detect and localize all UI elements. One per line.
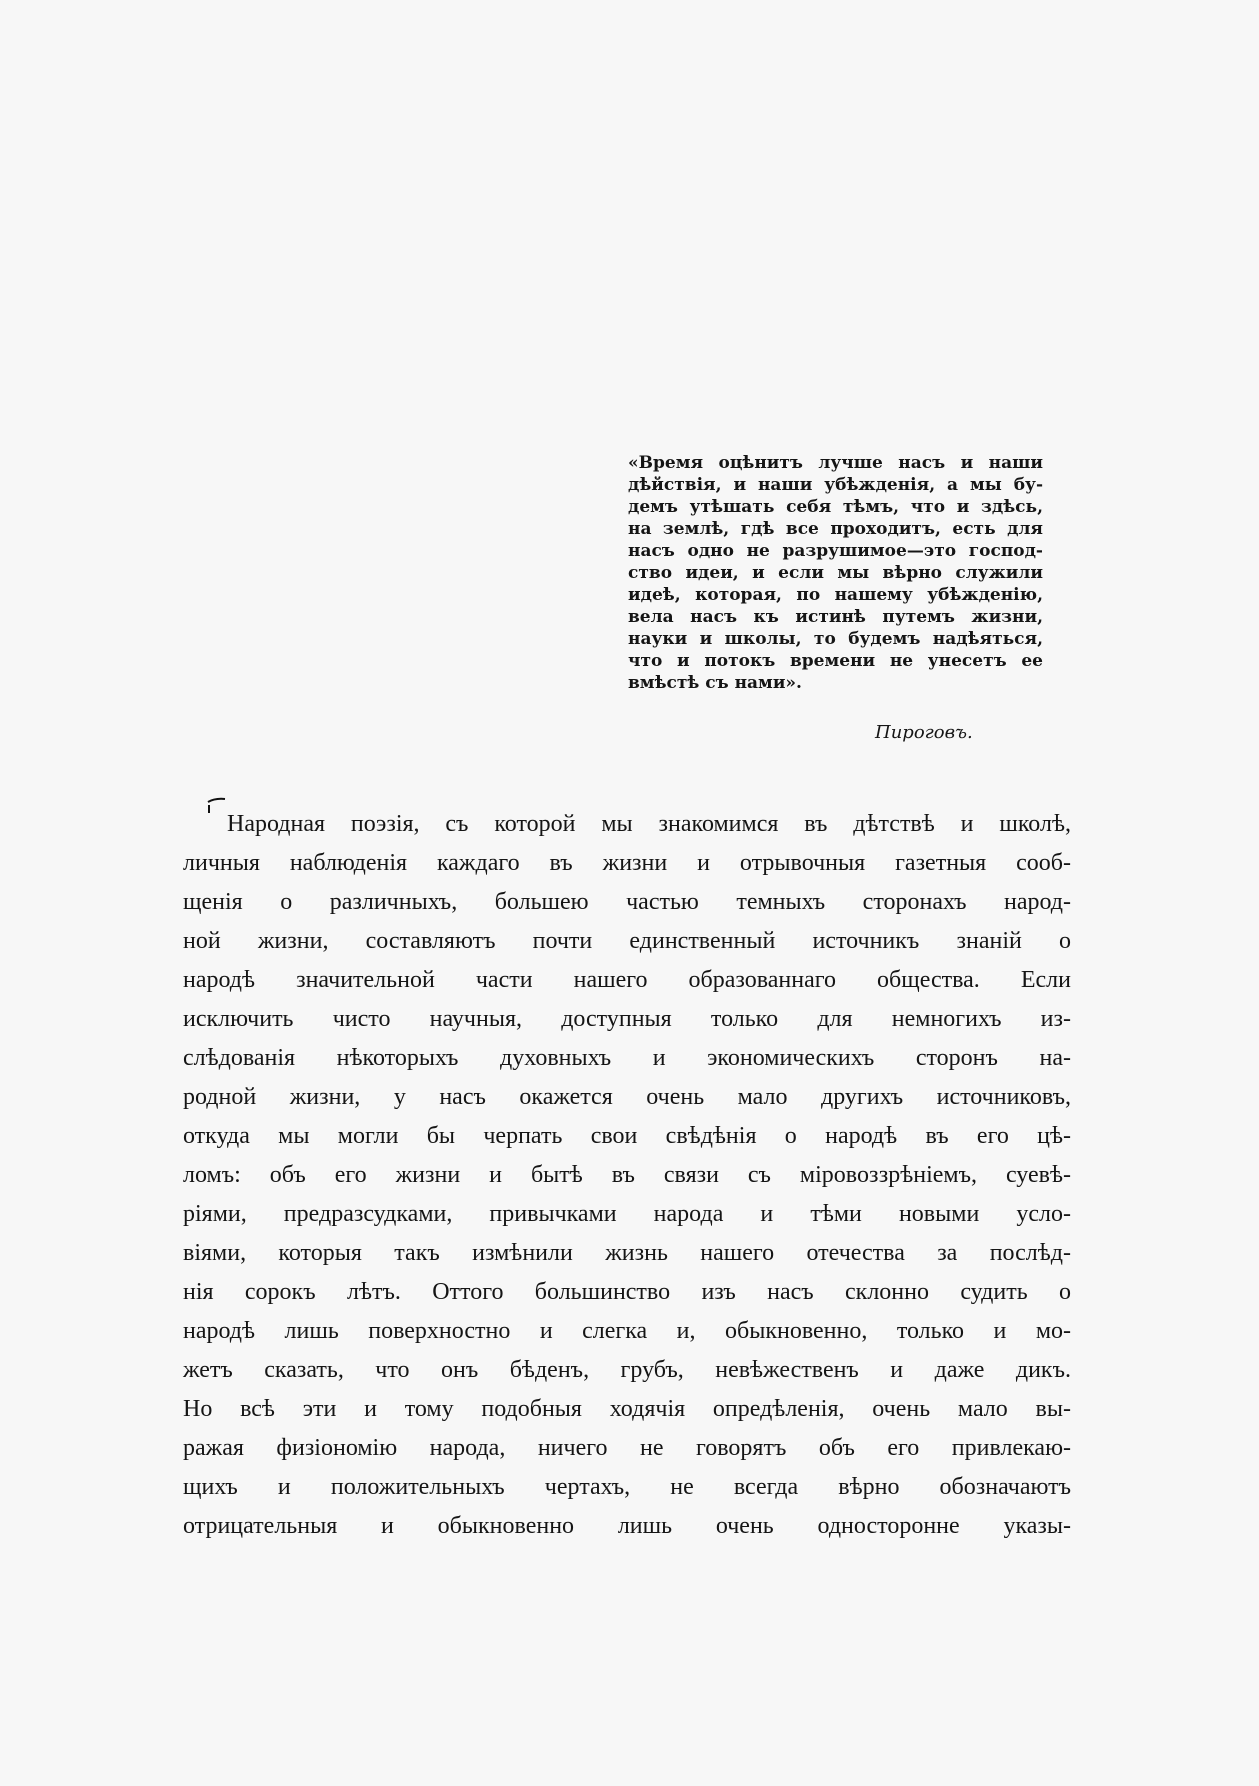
- body-line: щихъ и положительныхъ чертахъ, не всегда вѣрно обозначаютъ: [183, 1474, 1071, 1500]
- body-line: личныя наблюденія каждаго въ жизни и отрывочныя газетныя сооб-: [183, 850, 1071, 876]
- epigraph: [628, 452, 1043, 694]
- body-line: ной жизни, составляютъ почти единственный источникъ знаній о: [183, 928, 1071, 954]
- epigraph-line: демъ утѣшать себя тѣмъ, что и здѣсь,: [628, 497, 1043, 517]
- epigraph-line: науки и школы, то будемъ надѣяться,: [628, 629, 1043, 649]
- body-line: исключить чисто научныя, доступныя только для немногихъ из-: [183, 1006, 1071, 1032]
- body-line: ломъ: объ его жизни и бытѣ въ связи съ міровоззрѣніемъ, суевѣ-: [183, 1162, 1071, 1188]
- body-line: народѣ лишь поверхностно и слегка и, обыкновенно, только и мо-: [183, 1318, 1071, 1344]
- epigraph-line: вмѣстѣ съ нами».: [628, 673, 802, 693]
- body-line: Но всѣ эти и тому подобныя ходячія опредѣленія, очень мало вы-: [183, 1396, 1071, 1422]
- epigraph-line: на землѣ, гдѣ все проходитъ, есть для: [628, 519, 1043, 539]
- body-line: народѣ значительной части нашего образованнаго общества. Если: [183, 967, 1071, 993]
- body-line: Народная поэзія, съ которой мы знакомимся въ дѣтствѣ и школѣ,: [227, 811, 1071, 837]
- epigraph-line: дѣйствія, и наши убѣжденія, а мы бу-: [628, 475, 1043, 495]
- epigraph-line: вела насъ къ истинѣ путемъ жизни,: [628, 607, 1043, 627]
- body-line: віями, которыя такъ измѣнили жизнь нашего отечества за послѣд-: [183, 1240, 1071, 1266]
- epigraph-line: насъ одно не разрушимое—это господ-: [628, 541, 1043, 561]
- epigraph-line: что и потокъ времени не унесетъ ее: [628, 651, 1043, 671]
- body-text: [183, 805, 1071, 1546]
- body-line: ражая физіономію народа, ничего не говорятъ объ его привлекаю-: [183, 1435, 1071, 1461]
- body-line: родной жизни, у насъ окажется очень мало другихъ источниковъ,: [183, 1084, 1071, 1110]
- body-line: ріями, предразсудками, привычками народа и тѣми новыми усло-: [183, 1201, 1071, 1227]
- body-line: щенія о различныхъ, большею частью темныхъ сторонахъ народ-: [183, 889, 1071, 915]
- body-line: отрицательныя и обыкновенно лишь очень односторонне указы-: [183, 1513, 1071, 1539]
- body-line: жетъ сказать, что онъ бѣденъ, грубъ, невѣжественъ и даже дикъ.: [183, 1357, 1071, 1383]
- body-line: нія сорокъ лѣтъ. Оттого большинство изъ насъ склонно судить о: [183, 1279, 1071, 1305]
- body-line: слѣдованія нѣкоторыхъ духовныхъ и экономическихъ сторонъ на-: [183, 1045, 1071, 1071]
- epigraph-line: ство идеи, и если мы вѣрно служили: [628, 563, 1043, 583]
- epigraph-line: «Время оцѣнитъ лучше насъ и наши: [628, 453, 1043, 473]
- epigraph-line: идеѣ, которая, по нашему убѣжденію,: [628, 585, 1043, 605]
- epigraph-attribution: Пироговъ.: [875, 722, 973, 743]
- body-line: откуда мы могли бы черпать свои свѣдѣнія о народѣ въ его цѣ-: [183, 1123, 1071, 1149]
